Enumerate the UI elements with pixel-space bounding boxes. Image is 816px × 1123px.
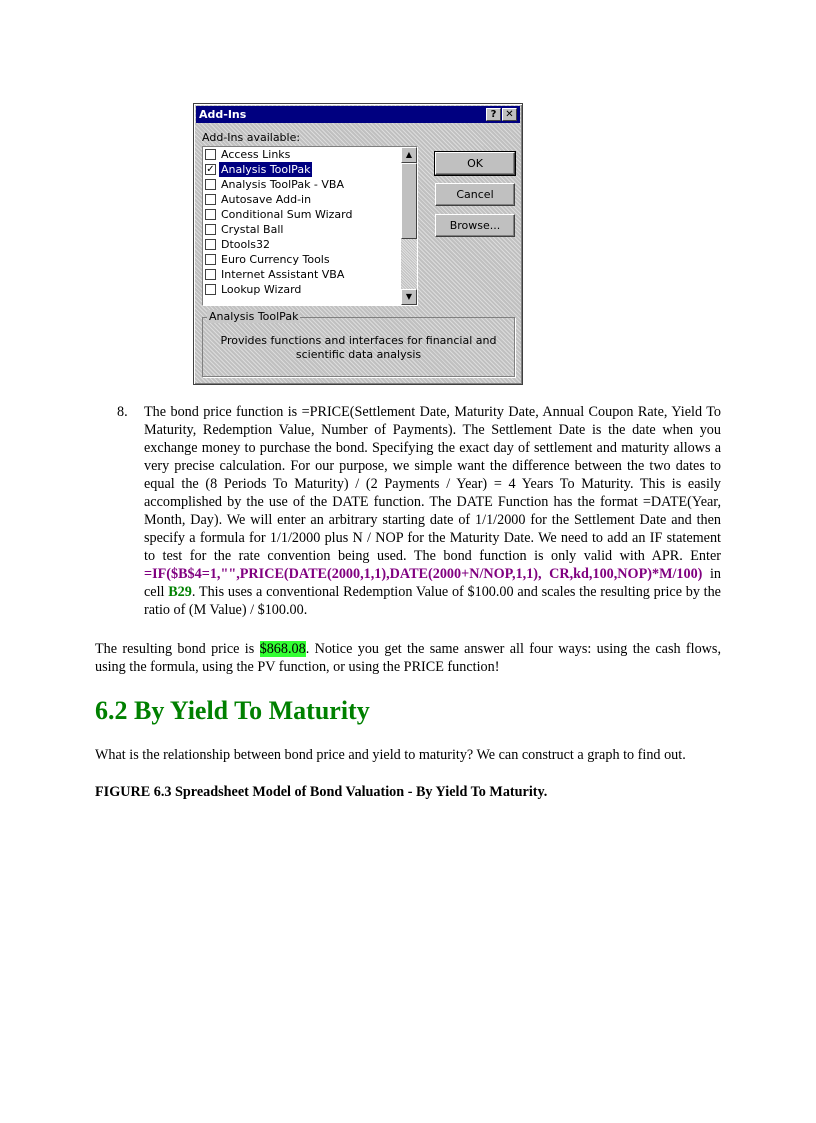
add-in-checkbox[interactable]	[205, 209, 216, 220]
cancel-button[interactable]: Cancel	[435, 183, 515, 206]
numbered-item-8	[117, 403, 721, 619]
add-ins-dialog	[193, 103, 523, 385]
item-number: 8.	[117, 404, 128, 420]
add-in-checkbox[interactable]: ✓	[206, 164, 215, 175]
price-formula: =IF($B$4=1,"",PRICE(DATE(2000,1,1),DATE(2000+N/NOP,1,1), CR,kd,100,NOP)*M/100)	[144, 566, 703, 582]
result-text-a: The resulting bond price is	[95, 641, 260, 657]
add-in-checkbox[interactable]	[205, 194, 216, 205]
add-in-label: Conditional Sum Wizard	[221, 208, 353, 221]
add-in-list-item[interactable]	[203, 192, 417, 207]
cell-reference: B29	[168, 584, 192, 600]
add-ins-list	[203, 147, 417, 297]
add-in-label: Access Links	[221, 148, 291, 161]
add-in-checkbox[interactable]	[205, 149, 216, 160]
add-in-list-item[interactable]	[203, 207, 417, 222]
scroll-up-button[interactable]: ▲	[401, 147, 417, 163]
result-text-b: . Notice you get the same answer all four ways: using the cash flows, using the formula, using the PV function, or using the PRICE function!	[95, 641, 721, 675]
help-button[interactable]: ?	[486, 108, 501, 121]
add-in-label: Analysis ToolPak	[221, 163, 311, 176]
item-8-text-a: The bond price function is =PRICE(Settlement Date, Maturity Date, Annual Coupon Rate, Yield To Maturity, Redemption Value, Number of Payments). The Settlement Date is the date when you exchange money to purchase the bond. Specifying the exact day of settlement and maturity allows a very precise calculation. For our purpose, we simple want the difference between the two dates to equal the (8 Periods To Maturity) / (2 Payments / Year) = 4 Years To Maturity. This is easily accomplished by the use of the DATE function. The DATE Function has the format =DATE(Year, Month, Day). We will enter an arbitrary starting date of 1/1/2000 for the Settlement Date and then specify a formula for 1/1/2000 plus N / NOP for the Maturity Date. We need to add an IF statement to test for the rate convention being used. The bond function is only valid with APR. Enter	[144, 404, 721, 564]
add-in-label: Lookup Wizard	[221, 283, 302, 296]
add-in-label: Autosave Add-in	[221, 193, 312, 206]
browse-button[interactable]: Browse...	[435, 214, 515, 237]
add-in-list-item[interactable]	[203, 267, 417, 282]
group-description: Provides functions and interfaces for financial and scientific data analysis	[220, 334, 497, 361]
add-in-checkbox[interactable]	[205, 224, 216, 235]
add-in-list-item[interactable]	[203, 147, 417, 162]
description-group	[202, 310, 515, 377]
section-heading: 6.2 By Yield To Maturity	[95, 696, 370, 725]
dialog-titlebar[interactable]	[196, 106, 520, 123]
item-8-body	[144, 403, 721, 619]
item-8-text-b: in cell	[144, 566, 721, 600]
bond-price-highlight: $868.08	[259, 641, 306, 657]
add-in-list-item[interactable]	[203, 222, 417, 237]
add-in-label: Euro Currency Tools	[221, 253, 330, 266]
relationship-paragraph: What is the relationship between bond price and yield to maturity? We can construct a graph to find out.	[95, 747, 686, 763]
add-in-list-item[interactable]	[203, 177, 417, 192]
result-paragraph	[95, 640, 721, 676]
close-button[interactable]: ✕	[502, 108, 517, 121]
add-ins-listbox[interactable]	[202, 146, 418, 306]
figure-caption: FIGURE 6.3 Spreadsheet Model of Bond Valuation - By Yield To Maturity.	[95, 784, 548, 800]
dialog-title: Add-Ins	[199, 108, 247, 121]
group-title: Analysis ToolPak	[209, 310, 299, 323]
add-in-checkbox[interactable]	[205, 254, 216, 265]
add-in-checkbox[interactable]	[205, 269, 216, 280]
scroll-thumb[interactable]	[401, 163, 417, 239]
add-in-list-item[interactable]	[203, 252, 417, 267]
add-in-list-item[interactable]	[203, 282, 417, 297]
add-in-label: Analysis ToolPak - VBA	[221, 178, 344, 191]
add-in-label: Dtools32	[221, 238, 271, 251]
scroll-down-button[interactable]: ▼	[401, 289, 417, 305]
add-in-list-item[interactable]	[203, 237, 417, 252]
add-in-checkbox[interactable]	[205, 179, 216, 190]
listbox-scrollbar[interactable]	[401, 147, 417, 305]
add-in-checkbox[interactable]	[205, 284, 216, 295]
add-in-label: Internet Assistant VBA	[221, 268, 345, 281]
add-ins-available-label: Add-Ins available:	[202, 131, 301, 144]
ok-button[interactable]: OK	[435, 152, 515, 175]
item-8-text-c: . This uses a conventional Redemption Value of $100.00 and scales the resulting price by the ratio of (M Value) / $100.00.	[144, 584, 721, 618]
add-in-list-item[interactable]	[203, 162, 417, 177]
add-in-label: Crystal Ball	[221, 223, 284, 236]
add-in-checkbox[interactable]	[205, 239, 216, 250]
